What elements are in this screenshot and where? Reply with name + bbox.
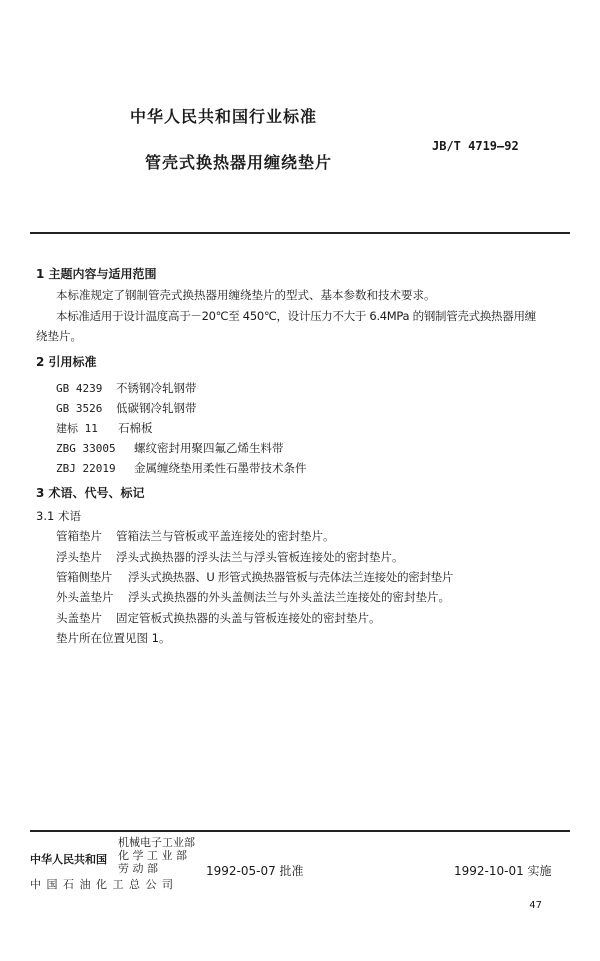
reference-code: ZBJ 22019 xyxy=(56,462,116,475)
standard-number: JB/T 4719—92 xyxy=(432,139,519,153)
subsection-3-1-heading: 3.1 术语 xyxy=(36,509,81,523)
section-2-heading: 2 引用标准 xyxy=(36,355,97,369)
term-name: 头盖垫片 xyxy=(56,611,102,625)
term-item xyxy=(56,528,335,544)
term-definition: 固定管板式换热器的头盖与管板连接处的密封垫片。 xyxy=(116,611,381,625)
section-1-heading: 1 主题内容与适用范围 xyxy=(36,267,157,281)
approval-date: 1992-05-07 批准 xyxy=(206,864,304,878)
term-item xyxy=(56,549,404,565)
reference-item xyxy=(56,460,307,476)
reference-item xyxy=(56,380,197,396)
reference-name: 螺纹密封用聚四氟乙烯生料带 xyxy=(134,441,284,455)
term-definition: 管箱法兰与管板或平盖连接处的密封垫片。 xyxy=(116,529,335,543)
issuing-body-title: 中华人民共和国行业标准 xyxy=(130,107,318,126)
term-item xyxy=(56,589,450,605)
reference-code: ZBG 33005 xyxy=(56,442,116,455)
term-definition: 浮头式换热器的外头盖侧法兰与外头盖法兰连接处的密封垫片。 xyxy=(128,590,450,604)
ministries-block xyxy=(118,836,195,875)
reference-code: GB 3526 xyxy=(56,402,103,415)
reference-code: 建标 11 xyxy=(56,422,98,435)
header-divider xyxy=(30,232,570,234)
section-1-paragraph-2-line-1: 本标准适用于设计温度高于－20℃至 450℃，设计压力不大于 6.4MPa 的钢制管壳式换热器用缠 xyxy=(56,309,536,323)
page-number: 47 xyxy=(529,900,542,911)
reference-name: 不锈钢冷轧钢带 xyxy=(116,381,197,395)
section-1-paragraph-2-line-2: 绕垫片。 xyxy=(36,329,82,343)
footer-divider xyxy=(30,830,570,832)
issuer-country: 中华人民共和国 xyxy=(30,853,107,866)
reference-name: 金属缠绕垫用柔性石墨带技术条件 xyxy=(134,461,307,475)
term-name: 管箱垫片 xyxy=(56,529,102,543)
ministry-name: 劳 动 部 xyxy=(118,862,158,875)
term-name: 浮头垫片 xyxy=(56,550,102,564)
term-name: 管箱侧垫片 xyxy=(56,570,112,584)
term-definition: 浮头式换热器、U 形管式换热器管板与壳体法兰连接处的密封垫片 xyxy=(128,570,454,584)
reference-item xyxy=(56,400,197,416)
reference-name: 低碳钢冷轧钢带 xyxy=(116,401,197,415)
term-definition: 浮头式换热器的浮头法兰与浮头管板连接处的密封垫片。 xyxy=(116,550,404,564)
ministry-name: 机械电子工业部 xyxy=(118,836,195,849)
document-title: 管壳式换热器用缠绕垫片 xyxy=(145,153,333,172)
section-1-paragraph-1: 本标准规定了钢制管壳式换热器用缠绕垫片的型式、基本参数和技术要求。 xyxy=(56,288,436,302)
reference-item xyxy=(56,420,153,436)
reference-code: GB 4239 xyxy=(56,382,103,395)
term-name: 外头盖垫片 xyxy=(56,590,114,604)
ministry-name: 化 学 工 业 部 xyxy=(118,849,187,862)
term-item xyxy=(56,610,381,626)
section-3-heading: 3 术语、代号、标记 xyxy=(36,486,145,500)
figure-reference-note: 垫片所在位置见图 1。 xyxy=(56,631,171,645)
issuer-company: 中 国 石 油 化 工 总 公 司 xyxy=(30,878,174,891)
reference-name: 石棉板 xyxy=(118,421,153,435)
effective-date: 1992-10-01 实施 xyxy=(454,864,552,878)
reference-item xyxy=(56,440,284,456)
term-item xyxy=(56,569,453,585)
